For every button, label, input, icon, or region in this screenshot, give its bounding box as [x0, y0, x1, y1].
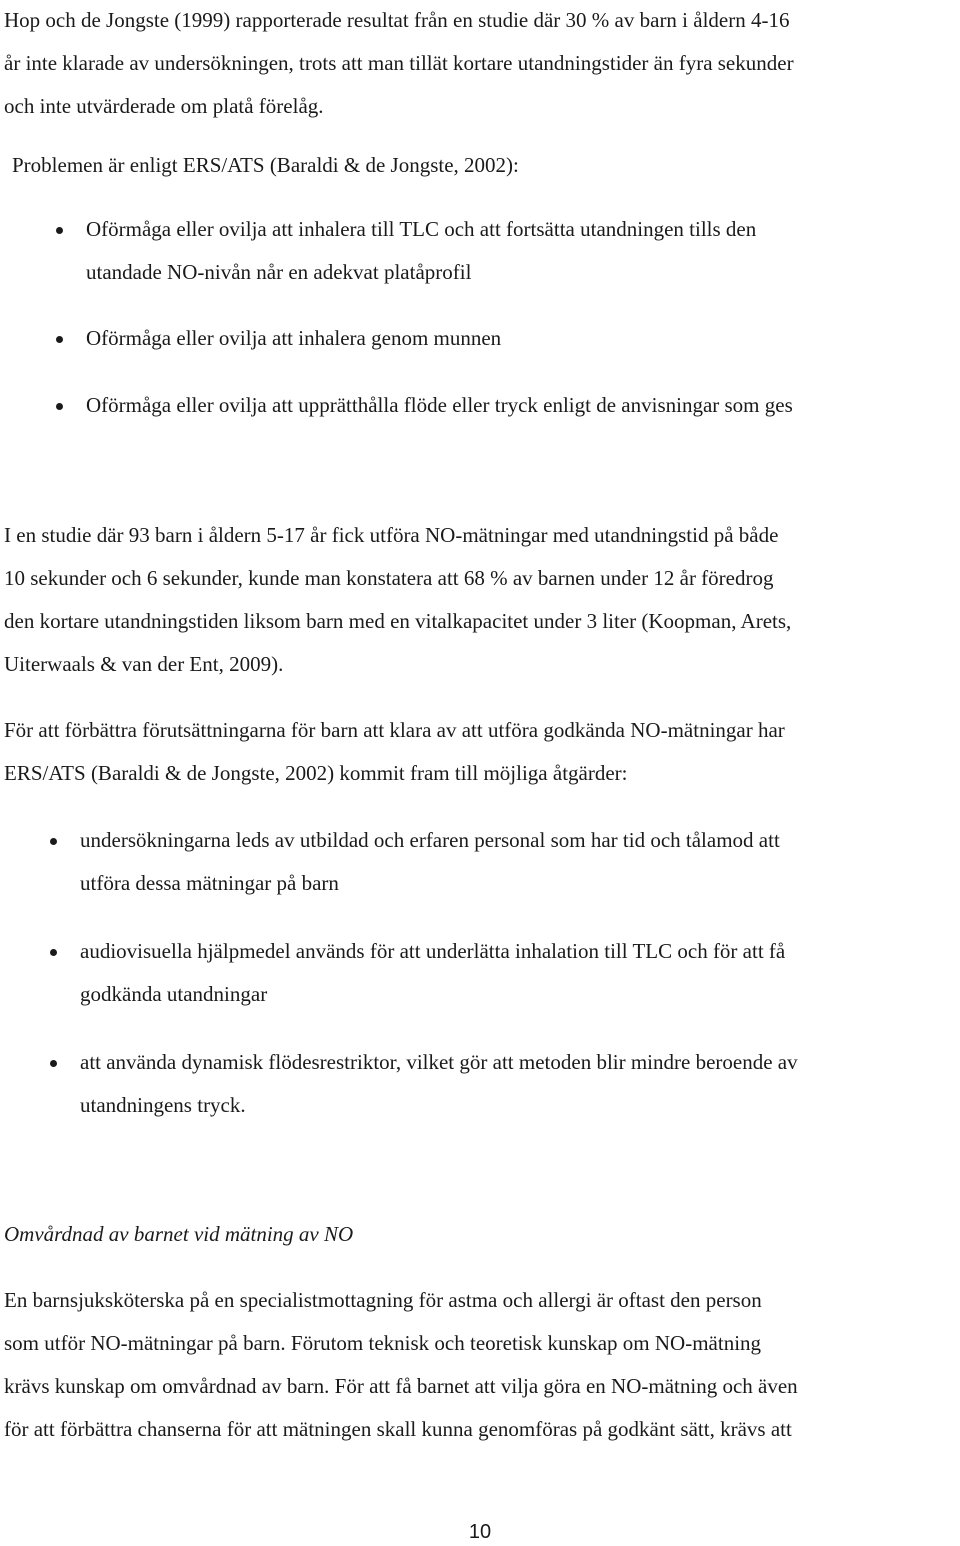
paragraph-line: 10 sekunder och 6 sekunder, kunde man konstatera att 68 % av barnen under 12 år föredrog [4, 566, 774, 590]
paragraph-line: Uiterwaals & van der Ent, 2009). [4, 652, 284, 676]
improve-paragraph [4, 709, 960, 795]
list-item-line: Oförmåga eller ovilja att inhalera genom munnen [86, 326, 502, 350]
list-item-line: att använda dynamisk flödesrestriktor, vilket gör att metoden blir mindre beroende av [80, 1050, 798, 1074]
paragraph-line: den kortare utandningstiden liksom barn med en vitalkapacitet under 3 liter (Koopman, Arets, [4, 609, 792, 633]
paragraph-line: och inte utvärderade om platå förelåg. [4, 94, 324, 118]
list-item-line: utandningens tryck. [80, 1093, 246, 1117]
paragraph-line: krävs kunskap om omvårdnad av barn. För att få barnet att vilja göra en NO-mätning och även [4, 1374, 798, 1398]
bullet-icon [56, 336, 63, 343]
paragraph-line: Hop och de Jongste (1999) rapporterade resultat från en studie där 30 % av barn i åldern 4-16 [4, 8, 790, 32]
page-number: 10 [468, 1521, 492, 1543]
bullet-icon [50, 838, 57, 845]
list-item-line: Oförmåga eller ovilja att upprätthålla flöde eller tryck enligt de anvisningar som ges [86, 393, 793, 417]
bullet-icon [50, 1060, 57, 1067]
paragraph-line: ERS/ATS (Baraldi & de Jongste, 2002) kommit fram till möjliga åtgärder: [4, 761, 628, 785]
study-paragraph [4, 514, 960, 686]
list-item-line: undersökningarna leds av utbildad och erfaren personal som har tid och tålamod att [80, 828, 780, 852]
paragraph-line: för att förbättra chanserna för att mätningen skall kunna genomföras på godkänt sätt, krävs att [4, 1417, 792, 1441]
paragraph-line: år inte klarade av undersökningen, trots att man tillät kortare utandningstider än fyra sekunder [4, 51, 794, 75]
paragraph-line: som utför NO-mätningar på barn. Förutom teknisk och teoretisk kunskap om NO-mätning [4, 1331, 762, 1355]
paragraph-line: I en studie där 93 barn i åldern 5-17 år fick utföra NO-mätningar med utandningstid på både [4, 523, 779, 547]
bullet-icon [56, 403, 63, 410]
list-item-line: Oförmåga eller ovilja att inhalera till TLC och att fortsätta utandningen tills den [86, 217, 757, 241]
list-item-line: audiovisuella hjälpmedel används för att underlätta inhalation till TLC och för att få [80, 939, 786, 963]
intro-paragraph [4, 0, 960, 128]
bullet-icon [56, 227, 63, 234]
paragraph-line: En barnsjuksköterska på en specialistmottagning för astma och allergi är oftast den person [4, 1288, 762, 1312]
problems-intro: Problemen är enligt ERS/ATS (Baraldi & de Jongste, 2002): [12, 153, 519, 177]
section-heading: Omvårdnad av barnet vid mätning av NO [4, 1222, 354, 1246]
list-item-line: utföra dessa mätningar på barn [80, 871, 339, 895]
bullet-icon [50, 949, 57, 956]
care-paragraph [4, 1279, 960, 1451]
list-item-line: godkända utandningar [80, 982, 268, 1006]
list-item-line: utandade NO-nivån når en adekvat platåprofil [86, 260, 472, 284]
paragraph-line: För att förbättra förutsättningarna för barn att klara av att utföra godkända NO-mätningar har [4, 718, 785, 742]
